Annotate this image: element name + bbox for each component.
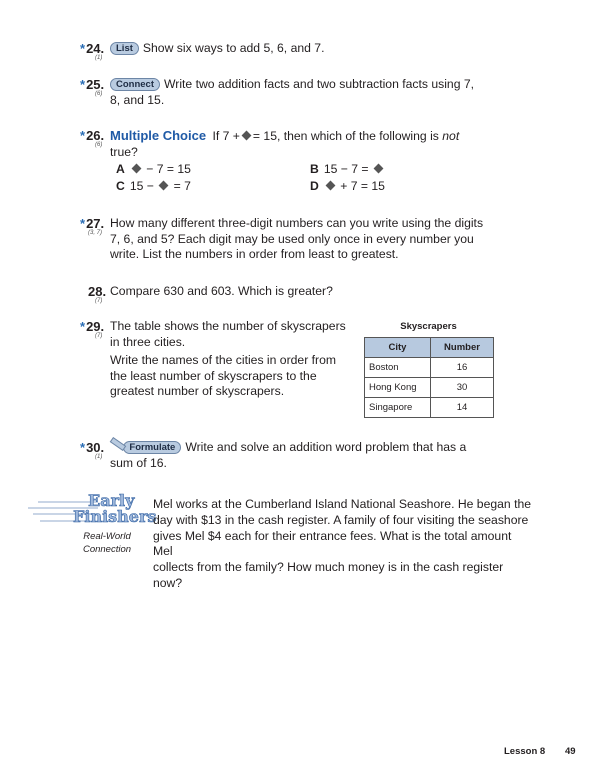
real-world-connection-label: Real-World Connection [82, 531, 132, 555]
number-cell: 30 [431, 378, 494, 398]
choice-d[interactable]: D + 7 = 15 [310, 179, 385, 193]
problem-number: 28. [88, 284, 107, 299]
problem-number: *24. [80, 41, 105, 56]
table-title: Skyscrapers [400, 321, 457, 332]
choice-a[interactable]: A − 7 = 15 [116, 162, 191, 176]
diamond-icon [159, 181, 169, 191]
lesson-reference: (7) [95, 298, 103, 304]
table-row [365, 378, 494, 398]
table-row [365, 358, 494, 378]
number-cell: 16 [431, 358, 494, 378]
problem-text: Connect Write two addition facts and two subtraction facts using 7, 8, and 15. [110, 77, 475, 107]
column-header-number: Number [431, 338, 494, 358]
lesson-reference: (7) [95, 333, 103, 339]
problem-number: *27. [80, 216, 105, 231]
lesson-reference: (1) [95, 454, 103, 460]
list-badge: List [110, 42, 139, 55]
early-finishers-logo: Early Finishers [28, 493, 143, 529]
table-header-row [365, 338, 494, 358]
problem-number: *26. [80, 128, 105, 143]
page-number: 49 [565, 746, 576, 757]
number-cell: 14 [431, 398, 494, 418]
problem-text: Compare 630 and 603. Which is greater? [110, 284, 333, 298]
table-row [365, 398, 494, 418]
problem-text: List Show six ways to add 5, 6, and 7. [110, 41, 324, 57]
diamond-icon [373, 164, 383, 174]
lesson-reference: (1) [95, 55, 103, 61]
multiple-choice-title: Multiple Choice [110, 128, 207, 143]
problem-number: *25. [80, 77, 105, 92]
diamond-icon [241, 131, 251, 141]
skyscrapers-table [364, 337, 494, 418]
choice-c[interactable]: C 15 − = 7 [116, 179, 191, 193]
early-finishers-text: Mel works at the Cumberland Island National Seashore. He began the day with $13 in the cash register. A family of four visiting the seashore gives Mel $4 each for their entrance fees. What is the total amount Mel collects from the family? How much money is in the cash register now? [153, 497, 532, 590]
problem-text: The table shows the number of skyscrapers in three cities. Write the names of the cities in order from the least number of skyscrapers to the greatest number of skyscrapers. [110, 319, 346, 398]
city-cell: Singapore [365, 398, 431, 418]
lesson-label: Lesson 8 [504, 746, 546, 757]
lesson-reference: (3, 7) [88, 230, 103, 236]
lesson-reference: (6) [95, 91, 103, 97]
city-cell: Boston [365, 358, 431, 378]
problem-text: How many different three-digit numbers can you write using the digits 7, 6, and 5? Each digit may be used only once in every number you write. List the numbers in order from least to greatest. [110, 216, 484, 261]
city-cell: Hong Kong [365, 378, 431, 398]
pencil-icon [110, 437, 127, 451]
problem-number: *30. [80, 440, 105, 455]
choice-b[interactable]: B 15 − 7 = [310, 162, 385, 176]
formulate-badge: Formulate [123, 441, 181, 454]
lesson-reference: (6) [95, 142, 103, 148]
problem-text: Multiple Choice If 7 + = 15, then which of the following is not true? [110, 128, 460, 159]
problem-number: *29. [80, 319, 105, 334]
diamond-icon [325, 181, 335, 191]
connect-badge: Connect [110, 78, 160, 91]
column-header-city: City [365, 338, 431, 358]
problem-text: Formulate Write and solve an addition word problem that has a sum of 16. [110, 440, 466, 471]
diamond-icon [131, 164, 141, 174]
